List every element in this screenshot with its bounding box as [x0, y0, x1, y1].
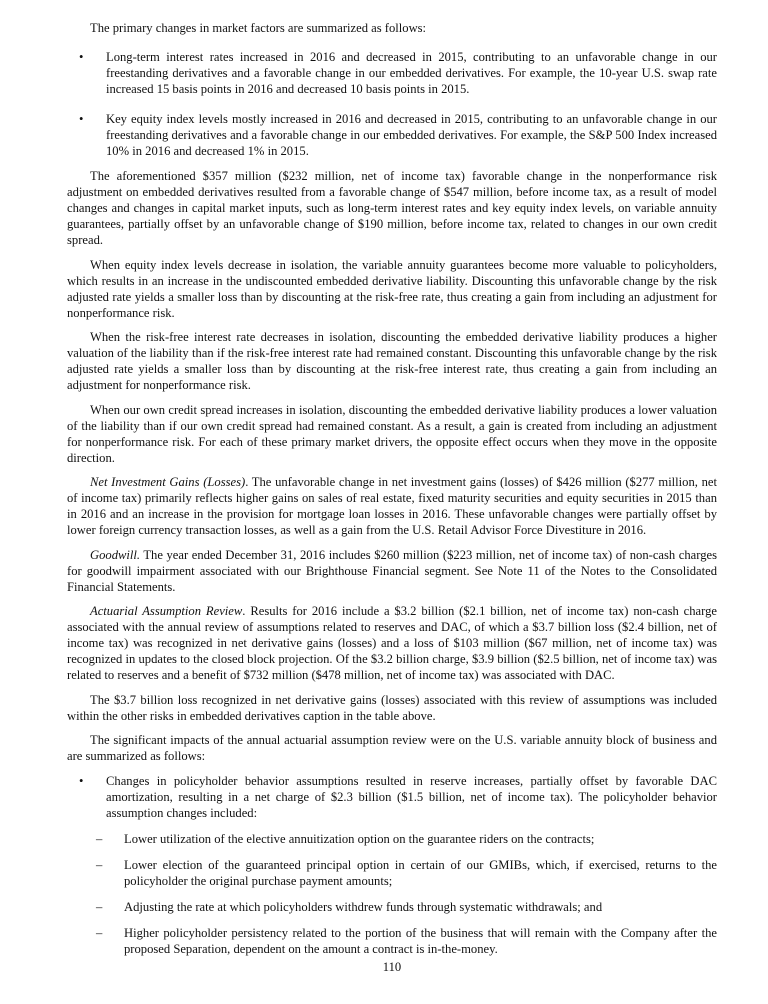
dash-marker: – — [96, 857, 103, 872]
paragraph: The $3.7 billion loss recognized in net derivative gains (losses) associated with this review of assumptions was included within the other risks in embedded derivatives caption in the table above. — [67, 692, 717, 723]
paragraph: When the risk-free interest rate decreases in isolation, discounting the embedded derivative liability produces a higher valuation of the liability than if the risk-free interest rate had remained constant. Discounting this unfavorable change by the risk adjusted rate yields a smaller loss than by discounting at the risk-free interest rate, thus creating a gain from including an adjustment for nonperformance risk. — [67, 330, 717, 392]
page-number: 110 — [382, 959, 402, 974]
bullet-text: Key equity index levels mostly increased in 2016 and decreased in 2015, contributing to an unfavorable change in our freestanding derivatives and a favorable change in our embedded derivatives. For example, the S&P 500 Index increased 10% in 2016 and decreased 1% in 2015. — [106, 112, 717, 158]
dash-item — [67, 899, 717, 915]
paragraph: When our own credit spread increases in isolation, discounting the embedded derivative liability produces a lower valuation of the liability than if our own credit spread had remained constant. As a result, a gain is created from including an adjustment for nonperformance risk. For each of these primary market drivers, the opposite effect occurs when they move in the opposite direction. — [67, 402, 717, 465]
dash-item — [67, 831, 717, 847]
paragraph: The aforementioned $357 million ($232 million, net of income tax) favorable change in the nonperformance risk adjustment on embedded derivatives resulted from a favorable change of $547 million, before income tax, as a result of model changes and changes in capital market inputs, such as long-term interest rates and key equity index levels, on variable annuity guarantees, partially offset by an unfavorable change of $190 million, before income tax, related to changes in our own credit spread. — [67, 169, 717, 247]
dash-marker: – — [96, 831, 103, 846]
bullet-marker: • — [79, 50, 84, 64]
intro-paragraph: The primary changes in market factors are summarized as follows: — [90, 21, 427, 35]
actuarial-paragraph — [67, 603, 717, 683]
paragraph-text: . Results for 2016 include a $3.2 billion ($2.1 billion, net of income tax) non-cash charge associated with the annual review of assumptions related to reserves and DAC, of which a $3.7 billion loss ($2.4 billion, net of income tax) was recognized in net derivative gains (losses) and a loss of $103 million ($67 million, net of income tax) was recognized in updates to the closed block projection. Of the $3.2 billion charge, $3.9 billion ($2.5 billion, net of income tax) was related to reserves and a benefit of $732 million ($478 million, net of income tax) was associated with DAC. — [67, 604, 718, 682]
bullet-item — [67, 111, 717, 159]
dash-item — [67, 857, 717, 889]
bullet-item — [67, 773, 717, 821]
bullet-text: Long-term interest rates increased in 2016 and decreased in 2015, contributing to an unfavorable change in our freestanding derivatives and a favorable change in our embedded derivatives. For example, the 10-year U.S. swap rate increased 15 basis points in 2016 and decreased 10 basis points in 2015. — [106, 50, 717, 96]
document-page — [67, 0, 717, 995]
paragraph-text: The year ended December 31, 2016 includes $260 million ($223 million, net of income tax) of non-cash charges for goodwill impairment associated with our Brighthouse Financial segment. See Note 11 of the Notes to the Consolidated Financial Statements. — [67, 547, 717, 594]
dash-item — [67, 925, 717, 957]
goodwill-paragraph — [67, 547, 717, 595]
paragraph: The significant impacts of the annual actuarial assumption review were on the U.S. variable annuity block of business and are summarized as follows: — [67, 733, 717, 763]
bullet-item — [67, 49, 717, 97]
section-heading: Actuarial Assumption Review — [90, 604, 243, 618]
net-investment-gains-paragraph — [67, 474, 717, 538]
dash-text: Adjusting the rate at which policyholders withdrew funds through systematic withdrawals; and — [124, 899, 603, 914]
bullet-marker: • — [79, 773, 84, 788]
section-heading: Goodwill. — [90, 547, 141, 562]
section-heading: Net Investment Gains (Losses) — [90, 475, 246, 489]
dash-text: Lower election of the guaranteed principal option in certain of our GMIBs, which, if exercised, returns to the policyholder the original purchase payment amounts; — [124, 857, 717, 888]
dash-marker: – — [96, 925, 103, 940]
paragraph: When equity index levels decrease in isolation, the variable annuity guarantees become more valuable to policyholders, which results in an increase in the undiscounted embedded derivative liability. Discounting this unfavorable change by the risk adjusted rate yields a smaller loss than by discounting at the risk-free rate, thus creating a gain from including an adjustment for nonperformance risk. — [67, 257, 717, 320]
bullet-text: Changes in policyholder behavior assumptions resulted in reserve increases, partially offset by favorable DAC amortization, resulting in a net charge of $2.3 billion ($1.5 billion, net of income tax). The policyholder behavior assumption changes included: — [106, 773, 717, 820]
dash-marker: – — [96, 899, 103, 914]
bullet-marker: • — [79, 112, 84, 126]
paragraph-text: . The unfavorable change in net investment gains (losses) of $426 million ($277 million, net of income tax) primarily reflects higher gains on sales of real estate, fixed maturity securities and equity securities in 2015 than in 2016 and an increase in the provision for mortgage loan losses in 2016. These unfavorable changes were partially offset by lower foreign currency transaction losses, as well as a gain from the U.S. Retail Advisor Force Divestiture in 2016. — [67, 475, 718, 537]
dash-text: Higher policyholder persistency related to the portion of the business that will remain with the Company after the proposed Separation, dependent on the amount a contract is in-the-money. — [124, 925, 717, 956]
dash-text: Lower utilization of the elective annuitization option on the guarantee riders on the contracts; — [124, 831, 595, 846]
